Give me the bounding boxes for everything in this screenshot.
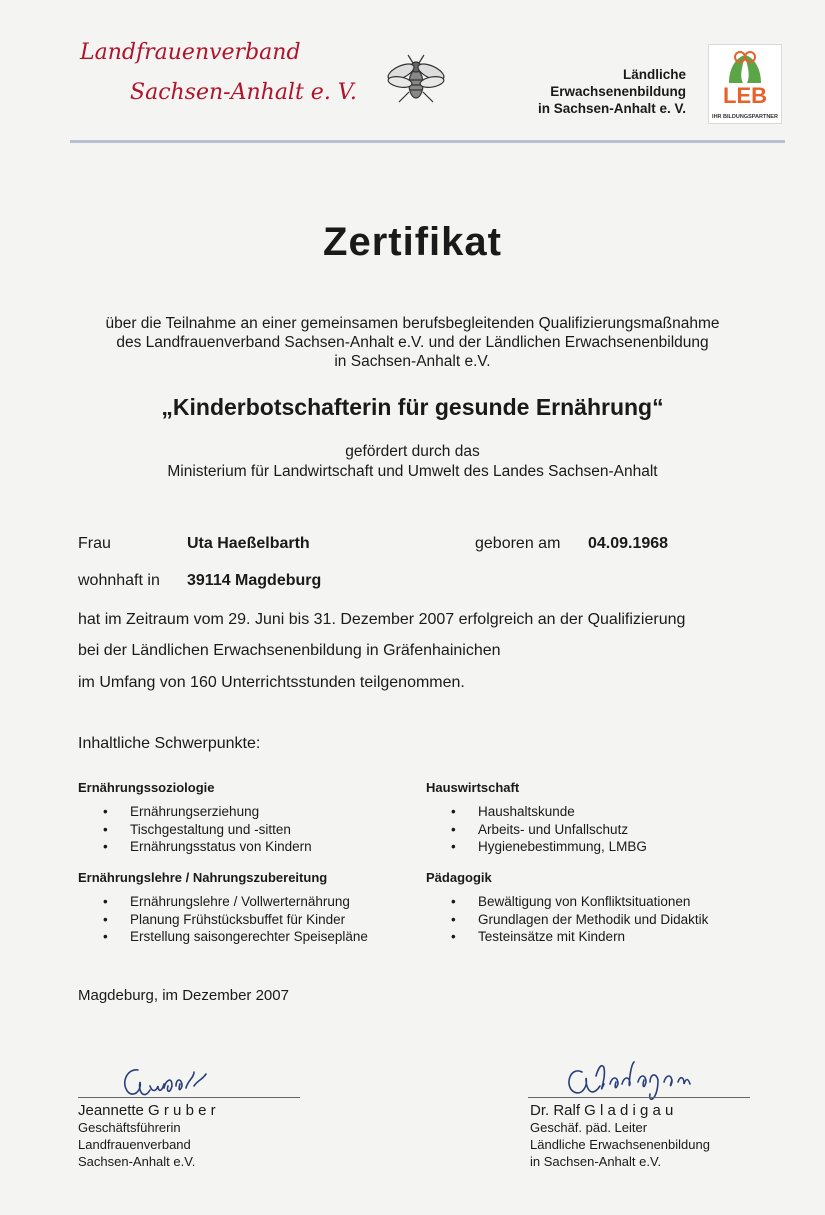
list-item: • Arbeits- und Unfallschutz [451, 821, 629, 837]
statement-line: bei der Ländlichen Erwachsenenbildung in Gräfenhainichen [78, 642, 501, 659]
born-label: geboren am [475, 535, 561, 552]
recipient-name: Uta Haeßelbarth [187, 535, 310, 552]
certificate-title: Zertifikat [323, 220, 502, 264]
intro-line: über die Teilnahme an einer gemeinsamen berufsbegleitenden Qualifizierungsmaßnahme [105, 315, 720, 332]
focus-label: Inhaltliche Schwerpunkte: [78, 735, 261, 752]
list-item: • Haushaltskunde [451, 804, 575, 819]
leb-text-line1: Ländliche [622, 67, 686, 82]
intro-line: in Sachsen-Anhalt e.V. [334, 353, 491, 370]
course-title: „Kinderbotschafterin für gesunde Ernährung“ [161, 394, 664, 420]
leb-organization-text [510, 66, 686, 117]
list-item: • Ernährungsstatus von Kindern [103, 839, 312, 854]
funded-line: Ministerium für Landwirtschaft und Umwelt des Landes Sachsen-Anhalt [167, 463, 658, 480]
leb-text-line2: Erwachsenenbildung [550, 84, 686, 99]
section-ernaehrungslehre [78, 870, 368, 946]
signature-block-left [78, 1102, 216, 1170]
leb-logo-letters: LEB [723, 83, 767, 105]
funded-by [60, 442, 765, 482]
signatory-name: Jeannette G r u b e r [78, 1102, 216, 1119]
signatory-line: Sachsen-Anhalt e.V. [78, 1154, 196, 1169]
intro-line: des Landfrauenverband Sachsen-Anhalt e.V. und der Ländlichen Erwachsenenbildung [116, 334, 709, 351]
section-list [426, 893, 708, 946]
leb-logo [708, 44, 782, 124]
list-item: • Grundlagen der Methodik und Didaktik [451, 911, 709, 927]
list-item: • Tischgestaltung und -sitten [103, 821, 291, 837]
list-item: • Erstellung saisongerechter Speisepläne [103, 929, 368, 944]
section-paedagogik [426, 870, 708, 946]
section-list [78, 803, 312, 856]
section-title: Hauswirtschaft [426, 780, 520, 795]
bee-icon [385, 52, 447, 112]
list-item: • Bewältigung von Konfliktsituationen [451, 894, 691, 909]
section-list [78, 893, 368, 946]
signatory-line: Geschäftsführerin [78, 1120, 181, 1135]
list-item: • Testeinsätze mit Kindern [451, 929, 626, 944]
brand-name-line1: Landfrauenverband [80, 40, 301, 65]
funded-line: gefördert durch das [345, 443, 480, 460]
brand-name-line2: Sachsen-Anhalt e. V. [130, 80, 357, 105]
leb-logo-mark [709, 45, 781, 105]
header-divider [70, 140, 785, 143]
residence-label: wohnhaft in [78, 572, 160, 589]
section-ernaehrungssoziologie [78, 780, 312, 856]
statement-line: hat im Zeitraum vom 29. Juni bis 31. Dezember 2007 erfolgreich an der Qualifizierung [78, 611, 686, 628]
list-item: • Ernährungserziehung [103, 804, 260, 819]
leb-text-line3: in Sachsen-Anhalt e. V. [537, 101, 686, 116]
salutation: Frau [78, 535, 111, 552]
signatory-line: Landfrauenverband [78, 1137, 191, 1152]
signatory-line: Geschäf. päd. Leiter [530, 1120, 648, 1135]
section-hauswirtschaft [426, 780, 647, 856]
intro-text [60, 314, 765, 371]
list-item: • Ernährungslehre / Vollwerternährung [103, 894, 350, 909]
signature-block-right [530, 1102, 710, 1170]
leb-logo-tagline: IHR BILDUNGSPARTNER [712, 114, 778, 120]
signatory-line: in Sachsen-Anhalt e.V. [530, 1154, 662, 1169]
signature-line [528, 1097, 750, 1098]
signatory-line: Ländliche Erwachsenenbildung [530, 1137, 710, 1152]
list-item: • Planung Frühstücksbuffet für Kinder [103, 911, 346, 927]
place-date: Magdeburg, im Dezember 2007 [78, 987, 289, 1004]
residence: 39114 Magdeburg [187, 572, 322, 589]
section-list [426, 803, 647, 856]
section-title: Ernährungslehre / Nahrungszubereitung [78, 870, 328, 885]
list-item: • Hygienebestimmung, LMBG [451, 839, 647, 854]
statement-line: im Umfang von 160 Unterrichtsstunden teilgenommen. [78, 674, 465, 691]
section-title: Pädagogik [426, 870, 492, 885]
signatory-name: Dr. Ralf G l a d i g a u [530, 1102, 674, 1119]
signature-line [78, 1097, 300, 1098]
birth-date: 04.09.1968 [588, 535, 669, 552]
section-title: Ernährungssoziologie [78, 780, 215, 795]
